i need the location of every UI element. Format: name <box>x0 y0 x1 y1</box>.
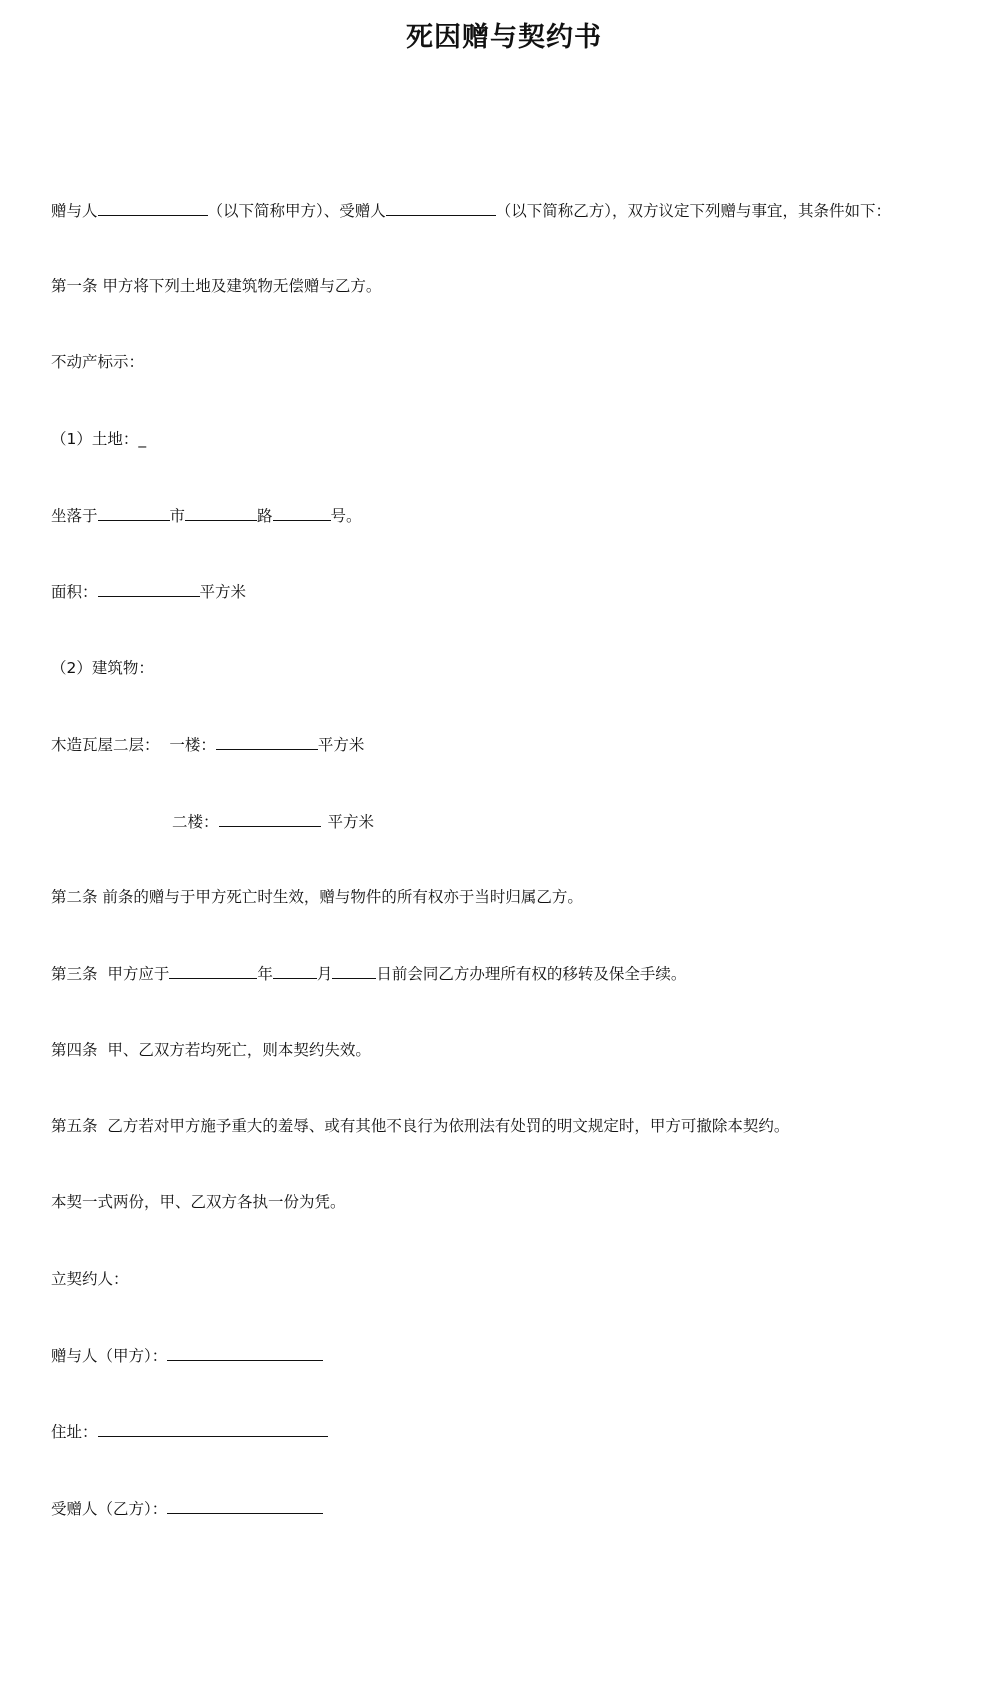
copies-clause: 本契一式两份，甲、乙双方各执一份为凭。 <box>51 1193 346 1211</box>
area-line <box>51 579 246 604</box>
donor-name-blank[interactable] <box>98 198 208 216</box>
donor-signature-blank[interactable] <box>167 1343 323 1361</box>
area-blank[interactable] <box>98 579 200 597</box>
article-3 <box>51 961 686 986</box>
floor-1-line <box>51 732 364 757</box>
recipient-signature-line <box>51 1496 323 1521</box>
document-title: 死因赠与契约书 <box>406 22 602 53</box>
article-1: 第一条 甲方将下列土地及建筑物无偿赠与乙方。 <box>51 277 382 295</box>
article-2: 第二条 前条的赠与于甲方死亡时生效，赠与物件的所有权亦于当时归属乙方。 <box>51 888 583 906</box>
road-blank[interactable] <box>185 503 257 521</box>
recipient-signature-label: 受赠人（乙方）： <box>51 1500 168 1518</box>
address-label: 住址： <box>51 1423 98 1441</box>
floor-2-area-blank[interactable] <box>219 809 321 827</box>
recipient-signature-blank[interactable] <box>167 1496 323 1514</box>
floor-2-line <box>172 809 374 834</box>
donor-signature-line <box>51 1343 323 1368</box>
land-line <box>51 427 146 451</box>
month-label: 月 <box>316 965 333 983</box>
number-label: 号。 <box>330 507 362 525</box>
donor-alias-text: （以下简称甲方）、受赠人 <box>207 202 386 220</box>
signatories-heading: 立契约人： <box>51 1270 129 1288</box>
area-prefix: 面积： <box>51 583 98 601</box>
floor-2-prefix: 二楼： <box>172 813 219 831</box>
recipient-name-blank[interactable] <box>386 198 496 216</box>
donor-signature-label: 赠与人（甲方）： <box>51 1347 168 1365</box>
location-line <box>51 503 362 528</box>
article-3-prefix: 第三条 甲方应于 <box>51 965 170 983</box>
floor-1-unit: 平方米 <box>317 736 365 754</box>
land-label: （1）土地： <box>51 430 139 448</box>
city-blank[interactable] <box>98 503 170 521</box>
land-placeholder: _ <box>138 430 147 448</box>
road-label: 路 <box>257 507 273 525</box>
floor-1-area-blank[interactable] <box>216 732 318 750</box>
floor-1-prefix: 木造瓦屋二层： 一楼： <box>51 736 216 754</box>
city-label: 市 <box>169 507 186 525</box>
article-3-suffix: 日前会同乙方办理所有权的移转及保全手续。 <box>376 965 687 983</box>
floor-2-unit: 平方米 <box>327 813 375 831</box>
donor-label: 赠与人 <box>51 202 98 220</box>
recipient-alias-text: （以下简称乙方），双方议定下列赠与事宜，其条件如下： <box>495 202 892 220</box>
address-blank[interactable] <box>98 1419 328 1437</box>
article-5: 第五条 乙方若对甲方施予重大的羞辱、或有其他不良行为依刑法有处罚的明文规定时，甲方可撤除本契约。 <box>51 1117 790 1135</box>
address-line <box>51 1419 328 1444</box>
year-label: 年 <box>257 965 273 983</box>
day-blank[interactable] <box>332 961 376 979</box>
intro-paragraph <box>51 198 891 223</box>
month-blank[interactable] <box>273 961 317 979</box>
building-heading: （2）建筑物： <box>51 659 154 677</box>
year-blank[interactable] <box>169 961 257 979</box>
location-prefix: 坐落于 <box>51 507 98 525</box>
area-unit: 平方米 <box>199 583 247 601</box>
number-blank[interactable] <box>273 503 331 521</box>
article-4: 第四条 甲、乙双方若均死亡，则本契约失效。 <box>51 1041 371 1059</box>
property-heading: 不动产标示： <box>51 353 145 371</box>
